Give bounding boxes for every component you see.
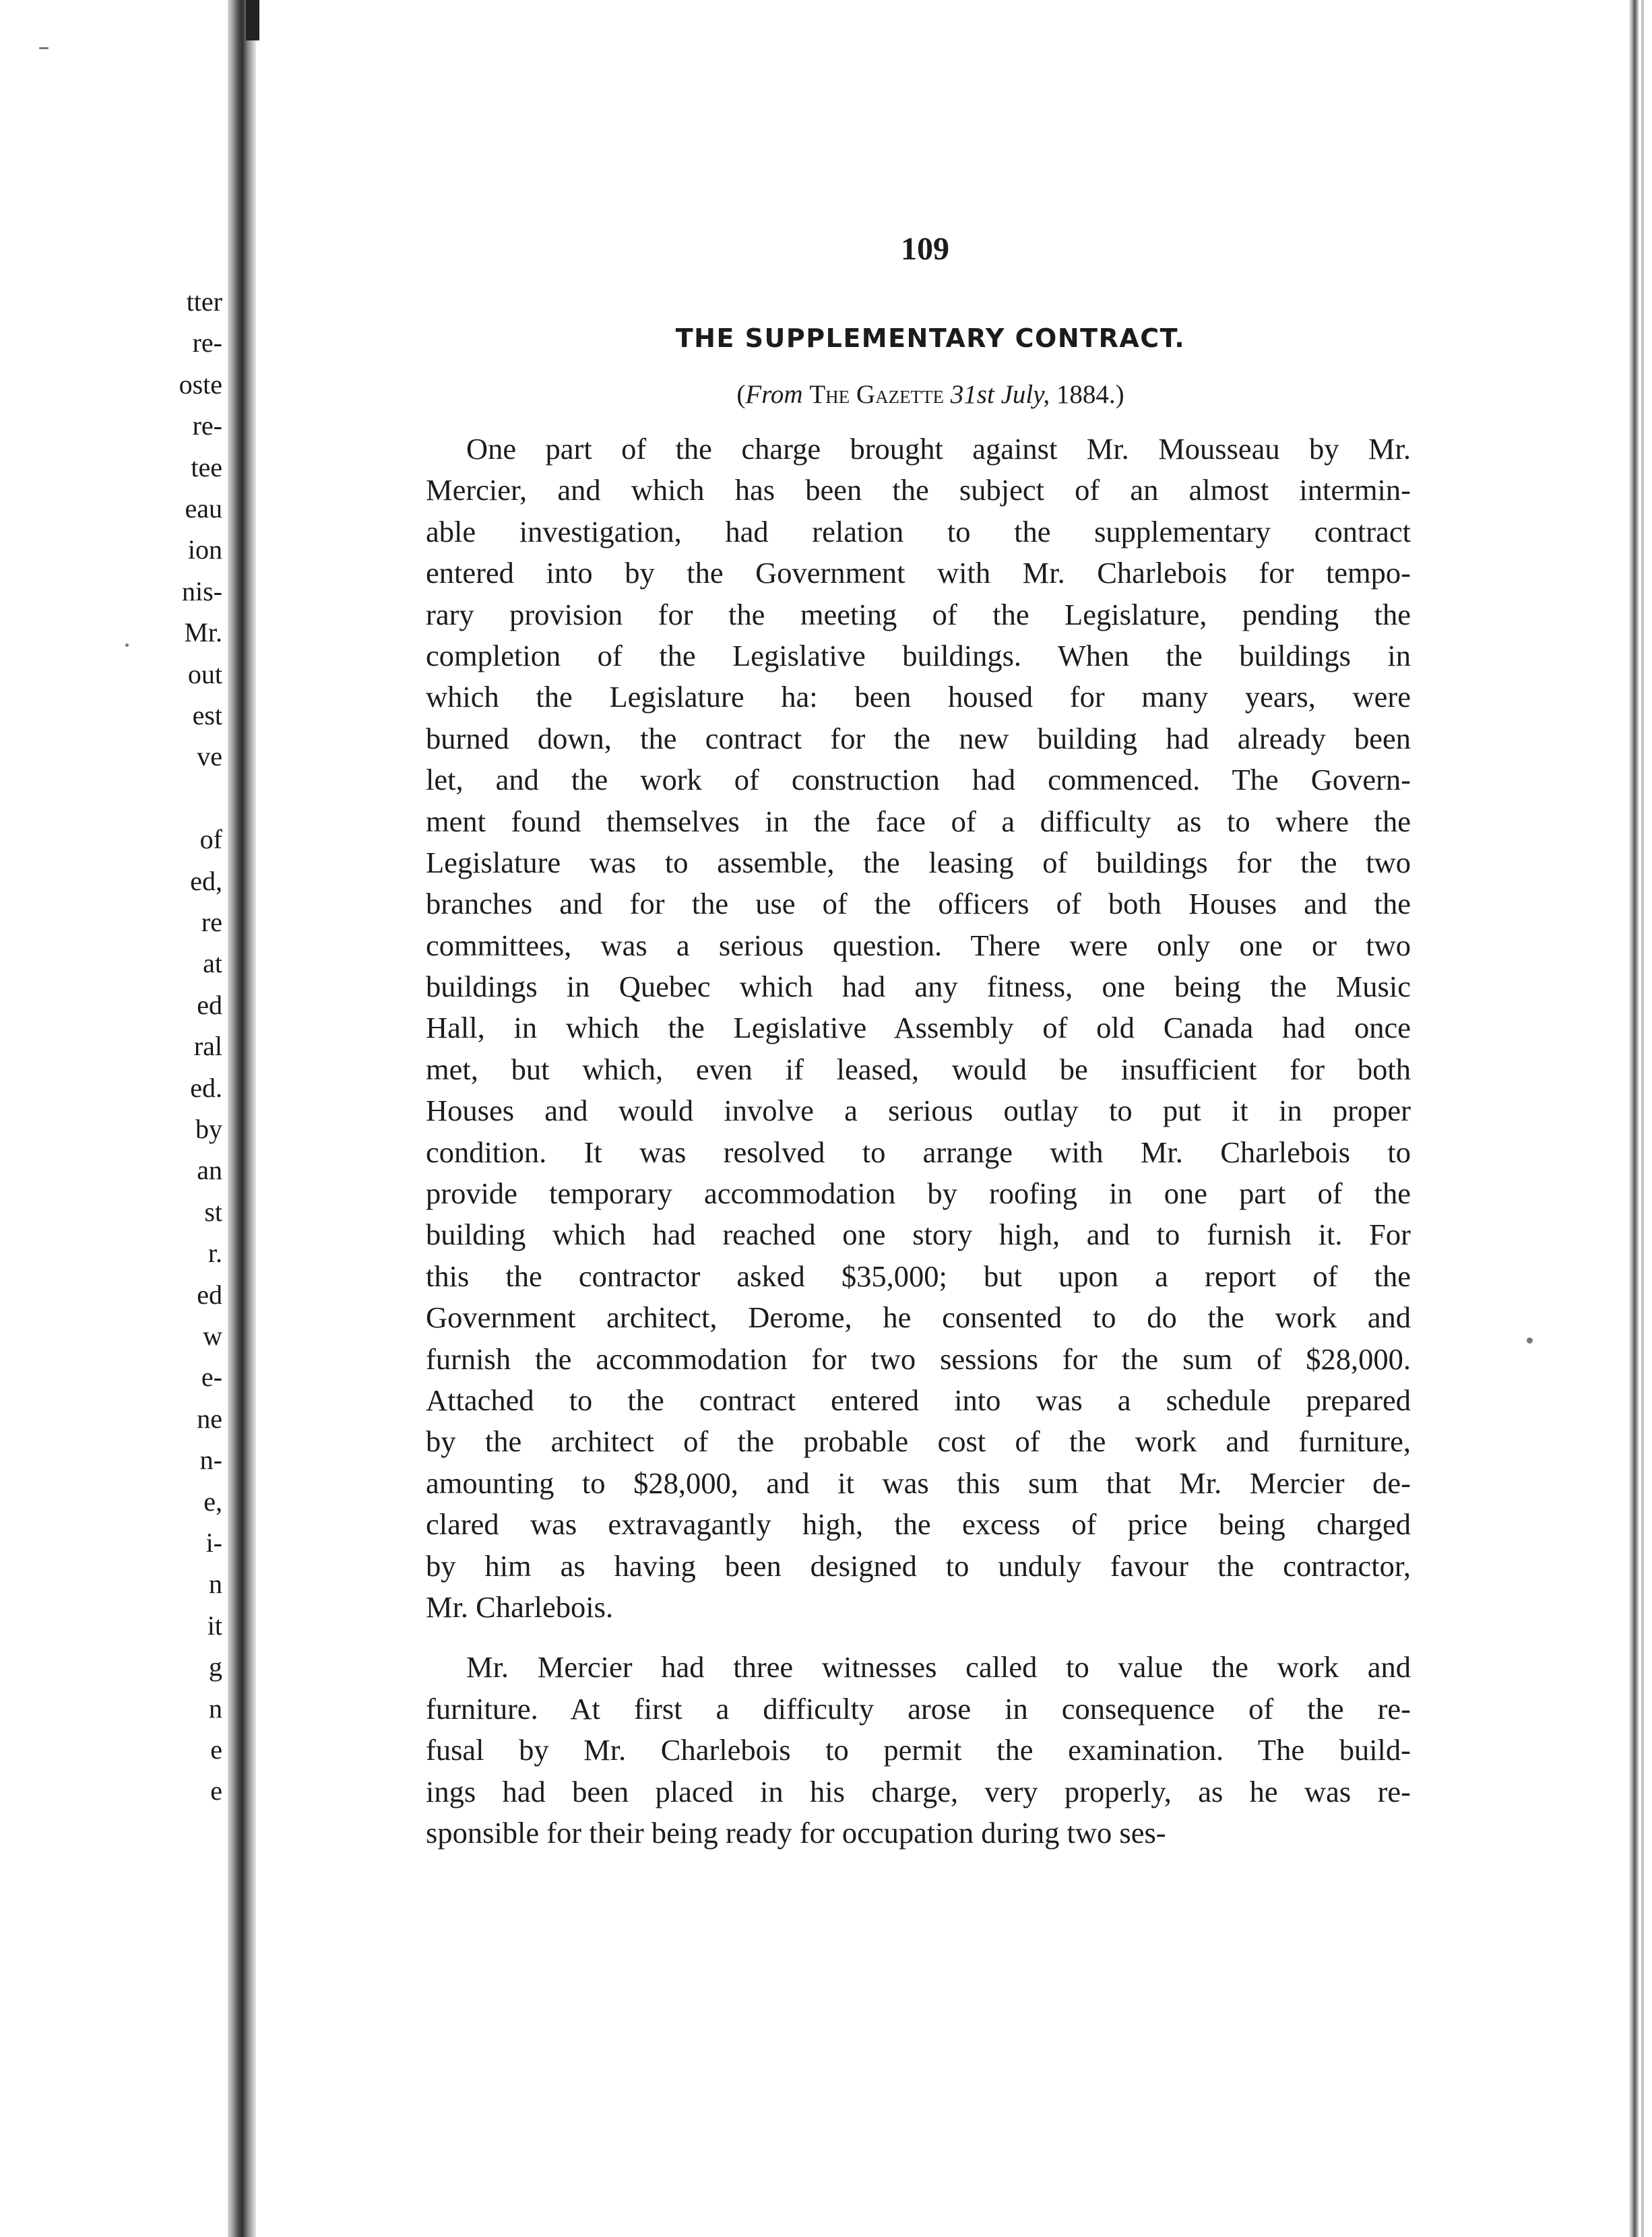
source-date-day: 31st (950, 380, 994, 409)
left-page-fragment: re- (192, 327, 222, 358)
left-page-fragment: i- (205, 1527, 222, 1558)
text-line: Attached to the contract entered into was a schedule prepared (426, 1383, 1411, 1417)
left-page-fragment: n- (199, 1445, 222, 1476)
article-source (450, 375, 1411, 415)
article-title: THE SUPPLEMENTARY CONTRACT. (675, 323, 1186, 353)
text-line: condition. It was resolved to arrange with Mr. Charlebois to (426, 1135, 1411, 1169)
source-publication: The Gazette (809, 380, 945, 409)
left-page-fragment: est (192, 700, 222, 730)
left-page-fragment: n (209, 1569, 222, 1600)
left-page-fragment: e (210, 1775, 222, 1806)
left-page-fragment: by (195, 1114, 222, 1144)
text-line: Hall, in which the Legislative Assembly of old Canada had once (426, 1011, 1411, 1045)
source-open-paren: ( (736, 380, 746, 409)
left-page-fragment: of (199, 824, 222, 855)
left-page-fragment: re (201, 907, 222, 937)
left-page-fragment: ne (197, 1403, 222, 1434)
left-page-fragment: an (197, 1155, 222, 1186)
left-page-fragment: it (207, 1610, 222, 1641)
left-page-fragment: Mr. (184, 617, 222, 648)
left-page-fragment: ed. (190, 1072, 222, 1103)
left-page-fragment: g (209, 1651, 222, 1682)
text-line: furnish the accommodation for two sessions for the sum of $28,000. (426, 1342, 1411, 1376)
page-edge (1629, 0, 1639, 2237)
text-line: committees, was a serious question. There were only one or two (426, 928, 1411, 962)
text-line: building which had reached one story high, and to furnish it. For (426, 1218, 1411, 1252)
left-page-fragment: out (187, 658, 222, 689)
text-line: provide temporary accommodation by roofing in one part of the (426, 1176, 1411, 1211)
text-line: burned down, the contract for the new building had already been (426, 721, 1411, 755)
scan-speck (1527, 1337, 1533, 1344)
left-page-fragment: nis- (182, 575, 222, 606)
gutter-shadow (246, 0, 259, 40)
text-line: this the contractor asked $35,000; but upon a report of the (426, 1259, 1411, 1293)
text-line: entered into by the Government with Mr. Charlebois for tempo- (426, 556, 1411, 590)
text-line: ings had been placed in his charge, very properly, as he was re- (426, 1774, 1411, 1808)
left-page-fragment: e (210, 1734, 222, 1765)
page-number: 109 (901, 231, 949, 267)
text-line: furniture. At first a difficulty arose in consequence of the re- (426, 1691, 1411, 1726)
text-line: let, and the work of construction had commenced. The Govern- (426, 763, 1411, 797)
paragraph-2 (426, 1647, 1411, 1854)
text-line: Mr. Mercier had three witnesses called to value the work and (466, 1650, 1411, 1684)
left-page-fragment: e- (201, 1362, 222, 1393)
left-page-fragment: ed, (190, 865, 222, 896)
text-line: Houses and would involve a serious outlay to put it in proper (426, 1094, 1411, 1128)
left-page-fragment: ed (197, 1279, 222, 1310)
text-line: sponsible for their being ready for occupation during two ses- (426, 1815, 1166, 1850)
text-line: buildings in Quebec which had any fitness, one being the Music (426, 970, 1411, 1004)
left-page-fragment: tee (191, 451, 222, 482)
text-line: met, but which, even if leased, would be insufficient for both (426, 1052, 1411, 1086)
left-page-fragment: oste (179, 369, 222, 400)
scan-speck (39, 47, 49, 49)
text-line: which the Legislature ha: been housed for many years, were (426, 680, 1411, 714)
text-line: by the architect of the probable cost of the work and furniture, (426, 1424, 1411, 1459)
paragraph-1 (426, 429, 1411, 1628)
left-page-fragment: w (203, 1321, 222, 1351)
text-line: fusal by Mr. Charlebois to permit the examination. The build- (426, 1733, 1411, 1767)
text-line: Mr. Charlebois. (426, 1589, 614, 1624)
left-page-fragment: ed (197, 989, 222, 1020)
text-line: ment found themselves in the face of a difficulty as to where the (426, 804, 1411, 838)
left-page-fragment: eau (185, 493, 222, 524)
source-date-year: 1884.) (1056, 380, 1124, 409)
left-page-fragment: st (204, 1196, 222, 1227)
text-line: Mercier, and which has been the subject of an almost intermin- (426, 473, 1411, 507)
left-page-fragment: at (203, 948, 222, 979)
book-page (426, 222, 1411, 1854)
text-line: Legislature was to assemble, the leasing of buildings for the two (426, 845, 1411, 879)
text-line: amounting to $28,000, and it was this sum that Mr. Mercier de- (426, 1466, 1411, 1500)
text-line: One part of the charge brought against Mr. Mousseau by Mr. (466, 432, 1411, 466)
left-page-fragment: ion (187, 534, 222, 565)
left-page-fragment: r. (208, 1238, 222, 1269)
text-line: able investigation, had relation to the supplementary contract (426, 514, 1411, 548)
scan-speck (125, 643, 129, 647)
text-line: by him as having been designed to unduly favour the contractor, (426, 1548, 1411, 1583)
left-page-fragment: e, (203, 1486, 222, 1517)
text-line: completion of the Legislative buildings. When the buildings in (426, 638, 1411, 672)
text-line: branches and for the use of the officers of both Houses and the (426, 887, 1411, 921)
text-line: Government architect, Derome, he consented to do the work and (426, 1300, 1411, 1335)
text-line: clared was extravagantly high, the excess of price being charged (426, 1507, 1411, 1542)
page-edge-line (1641, 0, 1644, 2237)
source-from: From (745, 380, 803, 409)
source-date-month: July, (1000, 380, 1050, 409)
text-line: rary provision for the meeting of the Legislature, pending the (426, 597, 1411, 631)
left-page-fragment: tter (186, 286, 222, 317)
binding-gutter (228, 0, 256, 2237)
left-page-fragment: n (209, 1693, 222, 1724)
left-page-fragment: ral (193, 1031, 222, 1062)
left-page-fragment: re- (192, 410, 222, 441)
left-page-fragment: ve (197, 741, 222, 772)
